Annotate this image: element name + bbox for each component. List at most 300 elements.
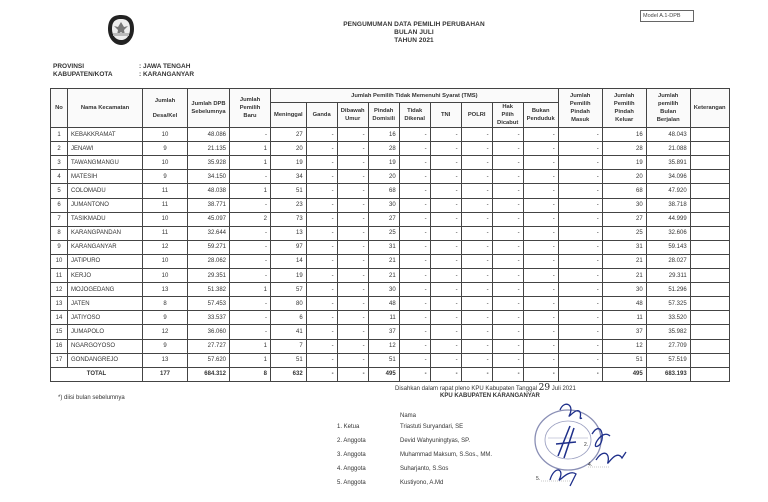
cell-dpb-prev: 38.771 xyxy=(188,198,230,212)
total-new: 8 xyxy=(230,367,271,381)
cell-tni: - xyxy=(430,297,461,311)
total-tidak-dikenal: - xyxy=(399,367,430,381)
table-row xyxy=(51,297,730,311)
cell-tni: - xyxy=(430,325,461,339)
cell-berjalan: 57.325 xyxy=(646,297,690,311)
cell-masuk: - xyxy=(558,128,602,142)
cell-no: 3 xyxy=(51,156,68,170)
cell-meninggal: 13 xyxy=(271,226,307,240)
cell-new: - xyxy=(230,226,271,240)
cell-dicabut: - xyxy=(492,254,523,268)
cell-tni: - xyxy=(430,198,461,212)
table-total-row xyxy=(51,367,730,381)
header-moved-out: Jumlah Pemilih Pindah Keluar xyxy=(602,89,646,128)
cell-tidak-dikenal: - xyxy=(399,170,430,184)
header-current: Jumlah pemilih Bulan Berjalan xyxy=(646,89,690,128)
cell-villages: 8 xyxy=(143,297,188,311)
cell-keluar: 48 xyxy=(602,297,646,311)
cell-tidak-dikenal: - xyxy=(399,184,430,198)
table-row xyxy=(51,269,730,283)
cell-dicabut: - xyxy=(492,283,523,297)
table-row xyxy=(51,339,730,353)
cell-district: KEBAKKRAMAT xyxy=(68,128,143,142)
cell-keluar: 21 xyxy=(602,254,646,268)
cell-no: 5 xyxy=(51,184,68,198)
cell-ganda: - xyxy=(306,198,337,212)
member-name: Suharjanto, S.Sos xyxy=(400,466,449,472)
cell-berjalan: 51.296 xyxy=(646,283,690,297)
cell-polri: - xyxy=(461,325,492,339)
cell-bukan-penduduk: - xyxy=(523,339,558,353)
cell-tni: - xyxy=(430,269,461,283)
cell-no: 6 xyxy=(51,198,68,212)
cell-masuk: - xyxy=(558,142,602,156)
cell-meninggal: 19 xyxy=(271,269,307,283)
cell-new: 1 xyxy=(230,156,271,170)
cell-berjalan: 32.606 xyxy=(646,226,690,240)
header-villages: Jumlah Desa/Kel xyxy=(143,89,188,128)
cell-bukan-penduduk: - xyxy=(523,311,558,325)
cell-polri: - xyxy=(461,128,492,142)
cell-new: - xyxy=(230,311,271,325)
cell-new: 1 xyxy=(230,142,271,156)
cell-dibawah-umur: - xyxy=(337,198,368,212)
cell-dpb-prev: 57.453 xyxy=(188,297,230,311)
cell-new: 2 xyxy=(230,212,271,226)
total-dibawah-umur: - xyxy=(337,367,368,381)
cell-ganda: - xyxy=(306,325,337,339)
cell-ket xyxy=(690,269,729,283)
cell-masuk: - xyxy=(558,297,602,311)
cell-pindah-domisili: 30 xyxy=(368,198,399,212)
cell-ganda: - xyxy=(306,297,337,311)
cell-dpb-prev: 57.620 xyxy=(188,353,230,367)
cell-masuk: - xyxy=(558,226,602,240)
cell-bukan-penduduk: - xyxy=(523,254,558,268)
cell-dibawah-umur: - xyxy=(337,254,368,268)
header-district: Nama Kecamatan xyxy=(68,89,143,128)
cell-dicabut: - xyxy=(492,142,523,156)
cell-meninggal: 23 xyxy=(271,198,307,212)
cell-ket xyxy=(690,283,729,297)
cell-no: 17 xyxy=(51,353,68,367)
cell-new: - xyxy=(230,254,271,268)
cell-villages: 13 xyxy=(143,283,188,297)
cell-bukan-penduduk: - xyxy=(523,283,558,297)
cell-new: 1 xyxy=(230,184,271,198)
cell-berjalan: 38.718 xyxy=(646,198,690,212)
cell-ket xyxy=(690,297,729,311)
ratification-line xyxy=(395,383,576,393)
cell-tidak-dikenal: - xyxy=(399,269,430,283)
cell-ket xyxy=(690,184,729,198)
cell-district: GONDANGREJO xyxy=(68,353,143,367)
cell-masuk: - xyxy=(558,254,602,268)
cell-pindah-domisili: 11 xyxy=(368,311,399,325)
cell-polri: - xyxy=(461,198,492,212)
table-row xyxy=(51,128,730,142)
cell-keluar: 30 xyxy=(602,198,646,212)
cell-tidak-dikenal: - xyxy=(399,226,430,240)
cell-dpb-prev: 34.150 xyxy=(188,170,230,184)
cell-tni: - xyxy=(430,240,461,254)
member-role: 5. Anggota xyxy=(337,480,366,486)
cell-ket xyxy=(690,226,729,240)
cell-no: 7 xyxy=(51,212,68,226)
cell-keluar: 25 xyxy=(602,226,646,240)
header-dpb-prev: Jumlah DPB Sebelumnya xyxy=(188,89,230,128)
header-no: No xyxy=(51,89,68,128)
cell-tidak-dikenal: - xyxy=(399,156,430,170)
cell-masuk: - xyxy=(558,269,602,283)
cell-tidak-dikenal: - xyxy=(399,311,430,325)
province-row xyxy=(53,63,190,70)
cell-no: 11 xyxy=(51,269,68,283)
cell-meninggal: 51 xyxy=(271,184,307,198)
svg-text:2.: 2. xyxy=(584,442,589,448)
cell-keluar: 27 xyxy=(602,212,646,226)
cell-dicabut: - xyxy=(492,184,523,198)
cell-pindah-domisili: 19 xyxy=(368,156,399,170)
cell-pindah-domisili: 28 xyxy=(368,142,399,156)
cell-pindah-domisili: 21 xyxy=(368,254,399,268)
cell-dpb-prev: 48.086 xyxy=(188,128,230,142)
cell-pindah-domisili: 20 xyxy=(368,170,399,184)
cell-dibawah-umur: - xyxy=(337,142,368,156)
table-row xyxy=(51,198,730,212)
cell-tidak-dikenal: - xyxy=(399,128,430,142)
cell-villages: 13 xyxy=(143,353,188,367)
cell-masuk: - xyxy=(558,184,602,198)
table-row xyxy=(51,240,730,254)
cell-bukan-penduduk: - xyxy=(523,297,558,311)
cell-masuk: - xyxy=(558,212,602,226)
total-villages: 177 xyxy=(143,367,188,381)
cell-ket xyxy=(690,254,729,268)
cell-dpb-prev: 21.135 xyxy=(188,142,230,156)
cell-keluar: 28 xyxy=(602,142,646,156)
cell-ket xyxy=(690,198,729,212)
cell-polri: - xyxy=(461,226,492,240)
cell-masuk: - xyxy=(558,198,602,212)
cell-masuk: - xyxy=(558,339,602,353)
cell-berjalan: 27.709 xyxy=(646,339,690,353)
total-berjalan: 683.193 xyxy=(646,367,690,381)
voter-data-table xyxy=(50,88,730,382)
cell-meninggal: 73 xyxy=(271,212,307,226)
total-dicabut: - xyxy=(492,367,523,381)
cell-meninggal: 51 xyxy=(271,353,307,367)
cell-keluar: 21 xyxy=(602,269,646,283)
cell-tidak-dikenal: - xyxy=(399,339,430,353)
header-remarks: Keterangan xyxy=(690,89,729,128)
member-role: 3. Anggota xyxy=(337,452,366,458)
cell-bukan-penduduk: - xyxy=(523,240,558,254)
cell-meninggal: 7 xyxy=(271,339,307,353)
table-row xyxy=(51,353,730,367)
cell-district: JATEN xyxy=(68,297,143,311)
cell-tni: - xyxy=(430,353,461,367)
cell-villages: 11 xyxy=(143,226,188,240)
cell-ket xyxy=(690,353,729,367)
province-value: : JAWA TENGAH xyxy=(139,63,191,70)
table-row xyxy=(51,311,730,325)
cell-keluar: 31 xyxy=(602,240,646,254)
cell-meninggal: 19 xyxy=(271,156,307,170)
cell-bukan-penduduk: - xyxy=(523,142,558,156)
cell-polri: - xyxy=(461,156,492,170)
cell-berjalan: 44.999 xyxy=(646,212,690,226)
cell-no: 1 xyxy=(51,128,68,142)
cell-tidak-dikenal: - xyxy=(399,353,430,367)
cell-ganda: - xyxy=(306,240,337,254)
cell-district: COLOMADU xyxy=(68,184,143,198)
cell-keluar: 30 xyxy=(602,283,646,297)
cell-ganda: - xyxy=(306,339,337,353)
cell-meninggal: 97 xyxy=(271,240,307,254)
cell-ket xyxy=(690,212,729,226)
cell-keluar: 37 xyxy=(602,325,646,339)
total-masuk: - xyxy=(558,367,602,381)
cell-pindah-domisili: 12 xyxy=(368,339,399,353)
cell-dicabut: - xyxy=(492,339,523,353)
cell-ganda: - xyxy=(306,212,337,226)
cell-tni: - xyxy=(430,339,461,353)
cell-pindah-domisili: 21 xyxy=(368,269,399,283)
cell-pindah-domisili: 25 xyxy=(368,226,399,240)
cell-meninggal: 14 xyxy=(271,254,307,268)
cell-keluar: 16 xyxy=(602,128,646,142)
header-meninggal: Meninggal xyxy=(271,103,307,128)
cell-bukan-penduduk: - xyxy=(523,325,558,339)
cell-dibawah-umur: - xyxy=(337,297,368,311)
cell-new: - xyxy=(230,269,271,283)
cell-ganda: - xyxy=(306,311,337,325)
cell-berjalan: 21.088 xyxy=(646,142,690,156)
cell-villages: 10 xyxy=(143,156,188,170)
cell-berjalan: 33.520 xyxy=(646,311,690,325)
cell-tidak-dikenal: - xyxy=(399,240,430,254)
cell-no: 10 xyxy=(51,254,68,268)
cell-pindah-domisili: 16 xyxy=(368,128,399,142)
cell-pindah-domisili: 68 xyxy=(368,184,399,198)
cell-ket xyxy=(690,156,729,170)
cell-berjalan: 34.096 xyxy=(646,170,690,184)
cell-polri: - xyxy=(461,283,492,297)
cell-bukan-penduduk: - xyxy=(523,226,558,240)
cell-berjalan: 59.143 xyxy=(646,240,690,254)
doc-subtitle-year: TAHUN 2021 xyxy=(394,37,434,44)
svg-text:5.: 5. xyxy=(536,476,541,482)
member-role: 1. Ketua xyxy=(337,424,360,430)
cell-villages: 9 xyxy=(143,339,188,353)
footnote: *) diisi bulan sebelumnya xyxy=(58,395,125,401)
cell-dpb-prev: 27.727 xyxy=(188,339,230,353)
header-tni: TNI xyxy=(430,103,461,128)
cell-district: JENAWI xyxy=(68,142,143,156)
cell-dibawah-umur: - xyxy=(337,283,368,297)
cell-tni: - xyxy=(430,283,461,297)
cell-no: 2 xyxy=(51,142,68,156)
header-new-voters: Jumlah Pemilih Baru xyxy=(230,89,271,128)
header-tms-group: Jumlah Pemilih Tidak Memenuhi Syarat (TMS) xyxy=(271,89,559,103)
cell-district: NGARGOYOSO xyxy=(68,339,143,353)
svg-text:4.: 4. xyxy=(588,462,593,468)
cell-dicabut: - xyxy=(492,311,523,325)
cell-no: 8 xyxy=(51,226,68,240)
cell-dibawah-umur: - xyxy=(337,226,368,240)
cell-bukan-penduduk: - xyxy=(523,353,558,367)
cell-polri: - xyxy=(461,297,492,311)
organization-name: KPU KABUPATEN KARANGANYAR xyxy=(440,393,540,399)
cell-polri: - xyxy=(461,170,492,184)
cell-pindah-domisili: 48 xyxy=(368,297,399,311)
model-code-label: Model A.1-DPB xyxy=(640,10,694,22)
cell-keluar: 68 xyxy=(602,184,646,198)
cell-district: KARANGANYAR xyxy=(68,240,143,254)
cell-tidak-dikenal: - xyxy=(399,283,430,297)
cell-ket xyxy=(690,325,729,339)
cell-meninggal: 57 xyxy=(271,283,307,297)
cell-berjalan: 28.027 xyxy=(646,254,690,268)
stamp-signature-icon xyxy=(530,398,640,488)
regency-row xyxy=(53,71,194,78)
cell-bukan-penduduk: - xyxy=(523,170,558,184)
total-tni: - xyxy=(430,367,461,381)
member-name: Muhammad Maksum, S.Sos., MM. xyxy=(400,452,493,458)
cell-ganda: - xyxy=(306,128,337,142)
cell-berjalan: 29.311 xyxy=(646,269,690,283)
cell-ganda: - xyxy=(306,142,337,156)
cell-polri: - xyxy=(461,184,492,198)
cell-meninggal: 6 xyxy=(271,311,307,325)
regency-value: : KARANGANYAR xyxy=(139,71,195,78)
cell-masuk: - xyxy=(558,325,602,339)
cell-dibawah-umur: - xyxy=(337,184,368,198)
cell-district: KARANGPANDAN xyxy=(68,226,143,240)
cell-ket xyxy=(690,311,729,325)
cell-dibawah-umur: - xyxy=(337,269,368,283)
cell-tidak-dikenal: - xyxy=(399,297,430,311)
cell-district: JATIPURO xyxy=(68,254,143,268)
cell-new: 1 xyxy=(230,339,271,353)
cell-polri: - xyxy=(461,339,492,353)
cell-dpb-prev: 59.271 xyxy=(188,240,230,254)
cell-ganda: - xyxy=(306,353,337,367)
cell-bukan-penduduk: - xyxy=(523,198,558,212)
cell-district: JUMAPOLO xyxy=(68,325,143,339)
cell-polri: - xyxy=(461,212,492,226)
cell-bukan-penduduk: - xyxy=(523,212,558,226)
cell-meninggal: 27 xyxy=(271,128,307,142)
cell-masuk: - xyxy=(558,311,602,325)
cell-district: JUMANTONO xyxy=(68,198,143,212)
cell-new: - xyxy=(230,128,271,142)
header-polri: POLRI xyxy=(461,103,492,128)
cell-dicabut: - xyxy=(492,156,523,170)
cell-pindah-domisili: 37 xyxy=(368,325,399,339)
header-hak-pilih-dicabut: Hak Pilih Dicabut xyxy=(492,103,523,128)
cell-ganda: - xyxy=(306,226,337,240)
cell-bukan-penduduk: - xyxy=(523,128,558,142)
total-meninggal: 632 xyxy=(271,367,307,381)
cell-dpb-prev: 36.060 xyxy=(188,325,230,339)
cell-new: - xyxy=(230,240,271,254)
total-keluar: 495 xyxy=(602,367,646,381)
cell-berjalan: 35.982 xyxy=(646,325,690,339)
cell-ganda: - xyxy=(306,254,337,268)
table-row xyxy=(51,212,730,226)
cell-tni: - xyxy=(430,311,461,325)
cell-villages: 9 xyxy=(143,170,188,184)
cell-keluar: 20 xyxy=(602,170,646,184)
cell-masuk: - xyxy=(558,283,602,297)
name-column-header: Nama xyxy=(400,413,417,419)
cell-dicabut: - xyxy=(492,170,523,184)
header-ganda: Ganda xyxy=(306,103,337,128)
cell-no: 13 xyxy=(51,297,68,311)
cell-tni: - xyxy=(430,128,461,142)
cell-berjalan: 35.891 xyxy=(646,156,690,170)
cell-dpb-prev: 48.038 xyxy=(188,184,230,198)
cell-no: 9 xyxy=(51,240,68,254)
table-row xyxy=(51,226,730,240)
cell-villages: 9 xyxy=(143,142,188,156)
total-label: TOTAL xyxy=(51,367,143,381)
header-pindah-domisili: Pindah Domisili xyxy=(368,103,399,128)
cell-new: - xyxy=(230,297,271,311)
cell-masuk: - xyxy=(558,170,602,184)
cell-no: 16 xyxy=(51,339,68,353)
cell-polri: - xyxy=(461,240,492,254)
cell-tni: - xyxy=(430,212,461,226)
ratification-day: 29 xyxy=(538,383,551,393)
cell-tni: - xyxy=(430,226,461,240)
cell-district: KERJO xyxy=(68,269,143,283)
table-row xyxy=(51,156,730,170)
cell-meninggal: 41 xyxy=(271,325,307,339)
cell-new: - xyxy=(230,198,271,212)
cell-district: TAWANGMANGU xyxy=(68,156,143,170)
cell-berjalan: 48.043 xyxy=(646,128,690,142)
cell-villages: 11 xyxy=(143,184,188,198)
cell-new: 1 xyxy=(230,353,271,367)
cell-pindah-domisili: 27 xyxy=(368,212,399,226)
cell-dpb-prev: 33.537 xyxy=(188,311,230,325)
cell-dibawah-umur: - xyxy=(337,170,368,184)
cell-new: 1 xyxy=(230,283,271,297)
cell-dibawah-umur: - xyxy=(337,212,368,226)
cell-tni: - xyxy=(430,156,461,170)
cell-dpb-prev: 29.351 xyxy=(188,269,230,283)
doc-subtitle-month: BULAN JULI xyxy=(394,29,434,36)
cell-ket xyxy=(690,170,729,184)
table-row xyxy=(51,325,730,339)
member-name: Kustiyono, A.Md xyxy=(400,480,444,486)
cell-tidak-dikenal: - xyxy=(399,325,430,339)
cell-dicabut: - xyxy=(492,297,523,311)
cell-pindah-domisili: 51 xyxy=(368,353,399,367)
cell-district: TASIKMADU xyxy=(68,212,143,226)
cell-masuk: - xyxy=(558,353,602,367)
member-name: Devid Wahyuningtyas, SP. xyxy=(400,438,471,444)
cell-dibawah-umur: - xyxy=(337,353,368,367)
cell-ganda: - xyxy=(306,283,337,297)
cell-dpb-prev: 32.644 xyxy=(188,226,230,240)
cell-masuk: - xyxy=(558,240,602,254)
total-bukan-penduduk: - xyxy=(523,367,558,381)
cell-keluar: 19 xyxy=(602,156,646,170)
